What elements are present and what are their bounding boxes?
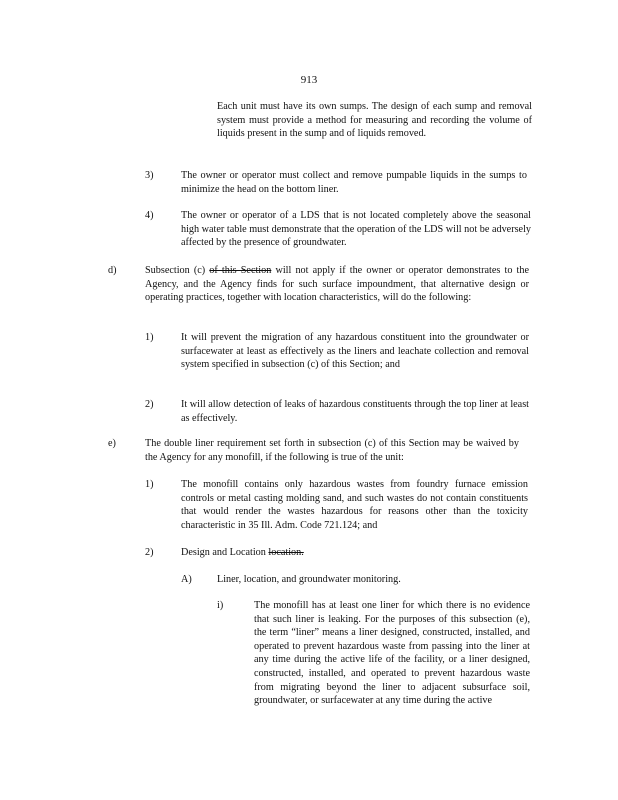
item-c4-text: The owner or operator of a LDS that is not located completely above the seasonal high water table must demonstrate that the operation of the LDS will not be adversely affected by the presence of groundwater. [181,210,531,249]
section-e-item2-heading [181,546,521,560]
item-c4-label: 4) [145,210,154,221]
section-e-itemA-text: Liner, location, and groundwater monitoring. [217,574,401,585]
section-d-item1-label: 1) [145,332,154,343]
section-e-text: The double liner requirement set forth in subsection (c) of this Section may be waived by the Agency for any monofill, if the following is true of the unit: [145,438,519,463]
page-number: 913 [300,74,318,86]
section-e-item2-label: 2) [145,547,154,558]
section-e-itemI-label: i) [217,600,224,611]
section-d-item1-text: It will prevent the migration of any hazardous constituent into the groundwater or surfacewater at least as effectively as the liners and leachate collection and removal system specified in subsection (c) of this Section; and [181,332,529,371]
item-c3-label: 3) [145,170,154,181]
section-d-paragraph [145,264,529,305]
section-d-text-after: will not apply if the owner or operator demonstrates to the Agency, and the Agency finds for such surface impoundment, that alternative design or operating practices, together with location characteristics, will do the following: [145,265,529,304]
section-e-itemA-label: A) [181,574,192,585]
section-e-item1-text: The monofill contains only hazardous wastes from foundry furnace emission controls or metal casting molding sand, and such wastes do not contain constituents that would render the wastes hazardous for reasons other than the toxicity characteristic in 35 Ill. Adm. Code 721.124; and [181,479,528,531]
continuation-paragraph: Each unit must have its own sumps. The design of each sump and removal system must provide a method for measuring and recording the volume of liquids present in the sump and of liquids removed. [217,101,532,140]
section-e-label: e) [108,438,116,449]
section-d-item2-label: 2) [145,399,154,410]
section-d-struck-text: of this Section [209,265,272,276]
section-d-label: d) [108,265,117,276]
section-e-item2-struck: location. [268,547,304,558]
section-e-item2-text: Design and Location [181,547,266,558]
section-d-text-before: Subsection (c) [145,265,206,276]
section-e-itemI-text: The monofill has at least one liner for which there is no evidence that such liner is leaking. For the purposes of this subsection (e), the term “liner” means a liner designed, constructed, installed, and operated to prevent hazardous waste from passing into the liner at any time during the active life of the facility, or a liner designed, constructed, installed, and operated to prevent hazardous waste from migrating beyond the liner to adjacent subsurface soil, groundwater, or surfacewater at any time during the active [254,600,530,707]
section-d-item2-text: It will allow detection of leaks of hazardous constituents through the top liner at least as effectively. [181,399,529,424]
item-c3-text: The owner or operator must collect and remove pumpable liquids in the sumps to minimize the head on the bottom liner. [181,170,527,195]
section-e-item1-label: 1) [145,479,154,490]
